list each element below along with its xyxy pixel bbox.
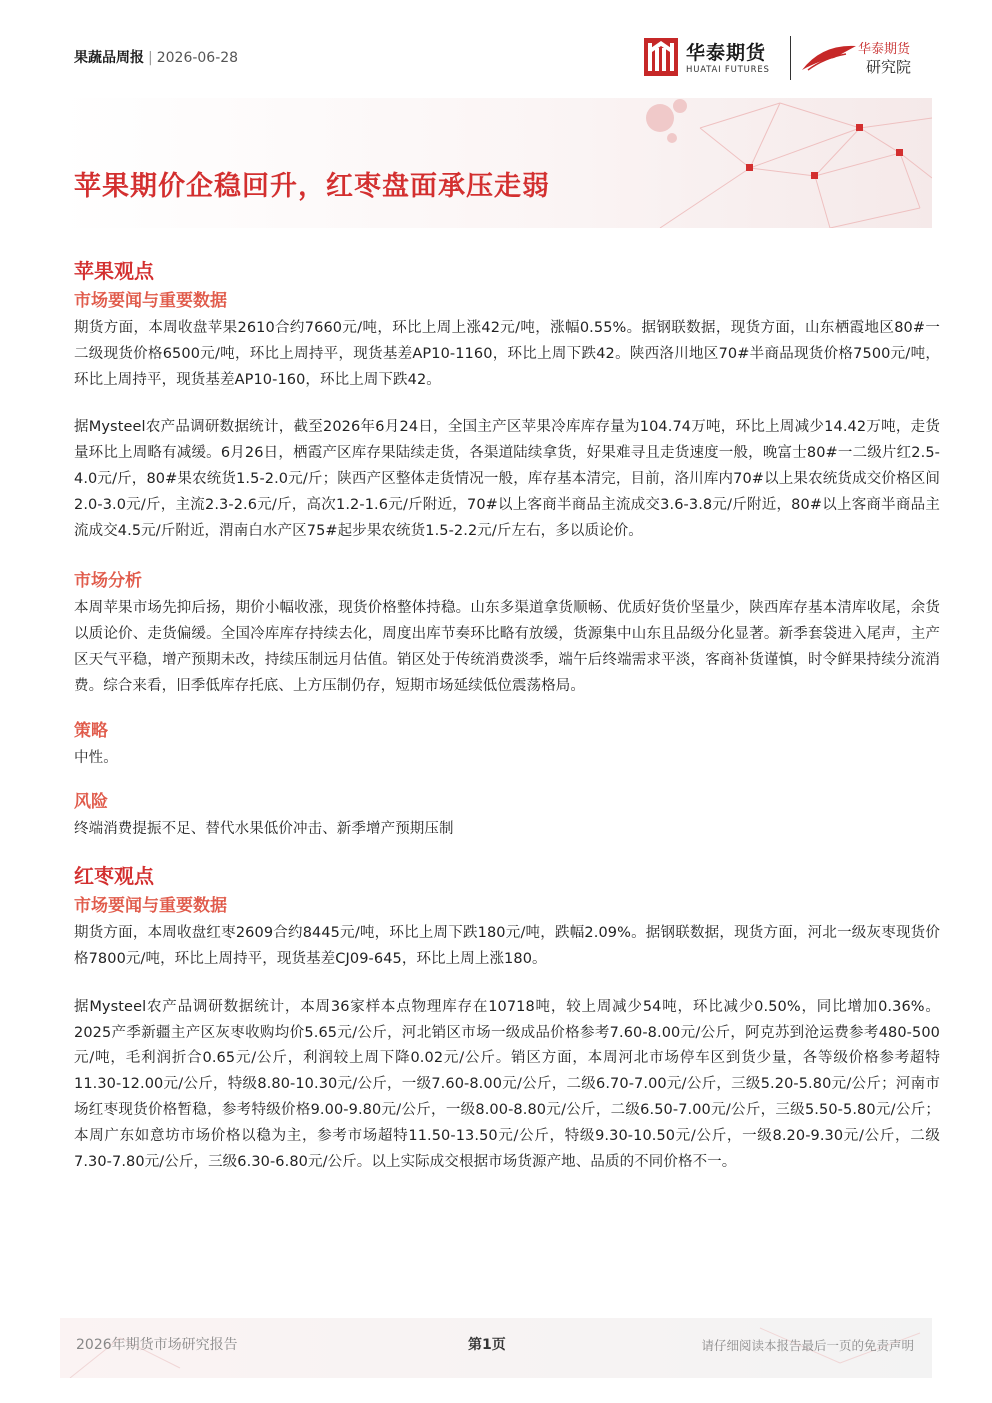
company-logo bbox=[640, 34, 940, 84]
apple-news-title: 市场要闻与重要数据 bbox=[74, 291, 227, 311]
report-date: 2026-06-28 bbox=[156, 50, 239, 66]
page-number: 第1页 bbox=[468, 1337, 506, 1353]
logo-divider bbox=[790, 36, 791, 80]
title-banner bbox=[60, 98, 932, 228]
apple-analysis-title: 市场分析 bbox=[74, 571, 142, 592]
huatai-logo-icon bbox=[644, 38, 678, 76]
footer-report-name: 2026年期货市场研究报告 bbox=[76, 1337, 238, 1353]
apple-analysis-paragraph: 本周苹果市场先抑后扬，期价小幅收涨，现货价格整体持稳。山东多渠道拿货顺畅、优质好货价坚量少，陕西库存基本清库收尾，余货以质论价、走货偏缓。全国冷库库存持续去化，周度出库节奏环比略有放缓，货源集中山东且品级分化显著。新季套袋进入尾声，主产区天气平稳，增产预期未改，持续压制远月估值。销区处于传统消费淡季，端午后终端需求平淡，客商补货谨慎，时令鲜果持续分流消费。综合来看，旧季低库存托底、上方压制仍存，短期市场延续低位震荡格局。 bbox=[74, 600, 940, 694]
apple-news-paragraph-1: 期货方面，本周收盘苹果2610合约7660元/吨，环比上周上涨42元/吨，涨幅0.55%。据钢联数据，现货方面，山东栖霞地区80#一二级现货价格6500元/吨，环比上周持平，现货基差AP10-1160，环比上周下跌42。陕西洛川地区70#半商品现货价格7500元/吨，环比上周持平，现货基差AP10-160，环比上周下跌42。 bbox=[74, 320, 940, 388]
logo-company-name: 华泰期货 bbox=[686, 42, 767, 64]
apple-risk-title: 风险 bbox=[74, 792, 108, 813]
logo-institute-line1: 华泰期货 bbox=[858, 42, 911, 57]
jujube-news-title: 市场要闻与重要数据 bbox=[74, 896, 227, 917]
apple-news-paragraph-2: 据Mysteel农产品调研数据统计，截至2026年6月24日，全国主产区苹果冷库库存量为104.74万吨，环比上周减少14.42万吨，走货量环比上周略有减缓。6月26日，栖霞产区库存果陆续走货，各渠道陆续拿货，好果难寻且走货速度一般，晚富士80#一二级片红2.5-4.0元/斤，80#果农统货1.5-2.0元/斤；陕西产区整体走货情况一般，库存基本清完，目前，洛川库内70#以上果农统货成交价格区间2.0-3.0元/斤，主流2.3-2.6元/斤，高次1.2-1.6元/斤附近，70#以上客商半商品主流成交3.6-3.8元/斤附近，80#以上客商半商品主流成交4.5元/斤附近，渭南白水产区75#起步果农统货1.5-2.2元/斤左右，多以质论价。 bbox=[74, 419, 940, 539]
jujube-section-title: 红枣观点 bbox=[74, 864, 154, 889]
report-header bbox=[74, 46, 574, 70]
page-title: 苹果期价企稳回升，红枣盘面承压走弱 bbox=[74, 171, 550, 202]
apple-strategy-text: 中性。 bbox=[74, 749, 118, 766]
apple-strategy-title: 策略 bbox=[74, 720, 108, 741]
institute-logo-icon bbox=[800, 40, 858, 72]
footer-disclaimer: 请仔细阅读本报告最后一页的免责声明 bbox=[701, 1338, 914, 1353]
report-category: 果蔬品周报 bbox=[74, 50, 144, 66]
report-content bbox=[74, 254, 940, 1175]
network-decoration bbox=[60, 98, 932, 228]
apple-risk-text: 终端消费提振不足、替代水果低价冲击、新季增产预期压制 bbox=[74, 821, 454, 838]
header-separator: | bbox=[148, 50, 153, 66]
logo-institute-line2: 研究院 bbox=[866, 58, 912, 76]
apple-section-title: 苹果观点 bbox=[74, 259, 154, 283]
page-footer bbox=[60, 1318, 932, 1378]
jujube-news-paragraph-1: 期货方面，本周收盘红枣2609合约8445元/吨，环比上周下跌180元/吨，跌幅2.09%。据钢联数据，现货方面，河北一级灰枣现货价格7800元/吨，环比上周持平，现货基差CJ09-645，环比上周上涨180。 bbox=[74, 925, 940, 967]
jujube-news-paragraph-2: 据Mysteel农产品调研数据统计，本周36家样本点物理库存在10718吨，较上周减少54吨，环比减少0.50%，同比增加0.36%。2025产季新疆主产区灰枣收购均价5.65元/公斤，河北销区市场一级成品价格参考7.60-8.00元/公斤，阿克苏到沧运费参考480-500元/吨，毛利润折合0.65元/公斤，利润较上周下降0.02元/公斤。销区方面，本周河北市场停车区到货少量，各等级价格参考超特11.30-12.00元/公斤，特级8.80-10.30元/公斤，一级7.60-8.00元/公斤，二级6.70-7.00元/公斤，三级5.20-5.80元/公斤；河南市场红枣现货价格暂稳，参考特级价格9.00-9.80元/公斤，一级8.00-8.80元/公斤，二级6.50-7.00元/公斤，三级5.50-5.80元/公斤；本周广东如意坊市场价格以稳为主，参考市场超特11.50-13.50元/公斤，特级9.30-10.50元/公斤，一级8.20-9.30元/公斤，二级7.30-7.80元/公斤，三级6.30-6.80元/公斤。以上实际成交根据市场货源产地、品质的不同价格不一。 bbox=[74, 998, 940, 1170]
logo-company-english: HUATAI FUTURES bbox=[686, 65, 770, 75]
